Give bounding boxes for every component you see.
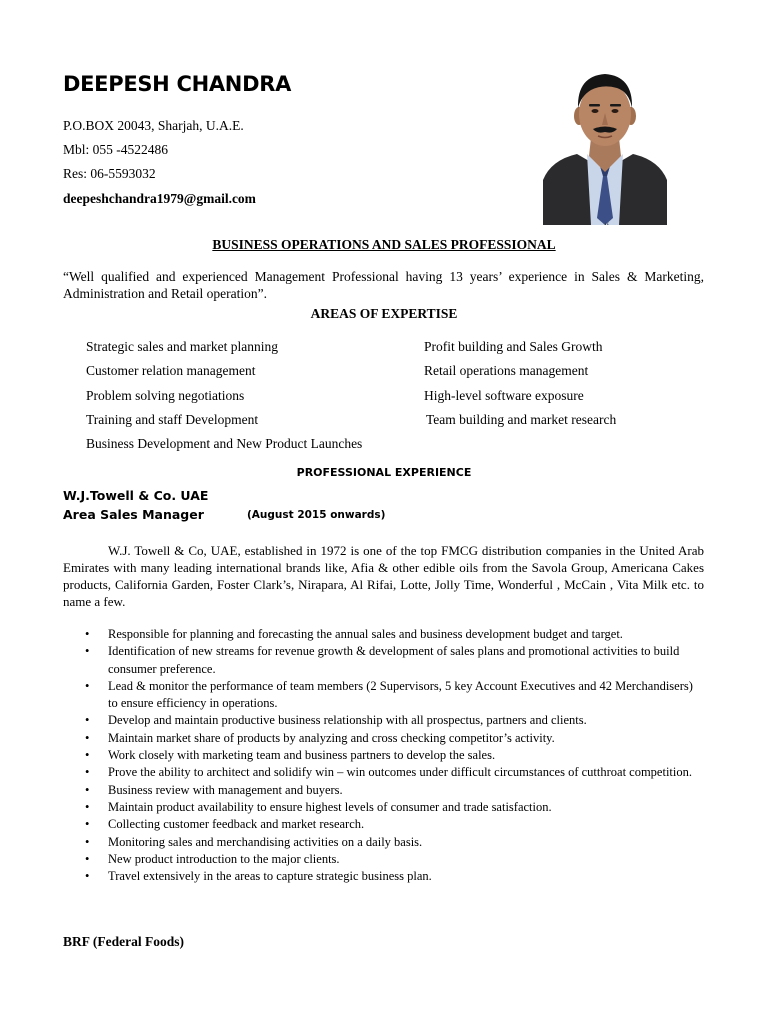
bullet-icon: • [85,765,90,780]
bullet-icon: • [85,782,90,797]
bullet-icon: • [85,678,90,693]
expertise-item: Profit building and Sales Growth [424,339,603,354]
bullet-icon: • [85,748,90,763]
list-item: • Collecting customer feedback and market research. [63,816,704,833]
expertise-item: Problem solving negotiations [86,388,245,403]
bullet-icon: • [85,817,90,832]
portrait-image [543,68,667,225]
responsibility-list [63,626,704,885]
list-item: • Prove the ability to architect and solidify win – win outcomes under difficult circumstances of cutthroat competition. [63,764,704,781]
list-item: • Maintain market share of products by analyzing and cross checking competitor’s activity. [63,730,704,747]
bullet-icon: • [85,851,90,866]
bullet-icon: • [85,834,90,849]
photo-caption-mark: ‘‘ [604,221,610,231]
next-company-heading: BRF (Federal Foods) [63,934,184,949]
job-title: Area Sales Manager [63,507,204,522]
expertise-item: Strategic sales and market planning [86,339,278,354]
experience-heading: PROFESSIONAL EXPERIENCE [296,466,472,479]
expertise-item: Customer relation management [86,363,256,378]
job-period: (August 2015 onwards) [247,509,386,521]
expertise-item: Business Development and New Product Launches [86,436,363,451]
bullet-icon: • [85,644,90,659]
bullet-icon: • [85,799,90,814]
bullet-icon: • [85,627,90,641]
list-item: • Monitoring sales and merchandising activities on a daily basis. [63,834,704,851]
bullet-icon: • [85,713,90,728]
residence-number: Res: 06-5593032 [63,166,156,181]
expertise-item: High-level software exposure [424,388,584,403]
list-item: • Responsible for planning and forecasting the annual sales and business development budget and target. [63,626,704,643]
list-item: • Lead & monitor the performance of team members (2 Supervisors, 5 key Account Executives and 42 Merchandisers) to ensure efficiency in operations. [85,678,693,711]
expertise-heading: AREAS OF EXPERTISE [310,306,458,321]
list-item: • Identification of new streams for revenue growth & development of sales plans and promotional activities to build consumer preference. [85,644,680,676]
company-name: W.J.Towell & Co. UAE [63,488,209,503]
candidate-name: DEEPESH CHANDRA [63,72,292,96]
professional-headline: BUSINESS OPERATIONS AND SALES PROFESSIONAL [212,237,556,252]
list-item: • Travel extensively in the areas to capture strategic business plan. [63,868,704,885]
expertise-item: Retail operations management [424,363,589,378]
expertise-item: Team building and market research [426,412,617,427]
bullet-icon: • [85,869,90,884]
expertise-item: Training and staff Development [86,412,259,427]
bullet-icon: • [85,730,90,745]
email-address: deepeshchandra1979@gmail.com [63,191,256,206]
company-description: W.J. Towell & Co, UAE, established in 1972 is one of the top FMCG distribution companies in the United Arab Emirates with many leading international brands like, Afia & other edible oils from the Savola Group, Americana Cakes products, California Garden, Foster Clark’s, Nirapara, Al Rifai, Lotte, Jolly Time, Wonderful , McCain , Vita Milk etc. to name a few. [63,543,704,609]
mobile-number: Mbl: 055 -4522486 [63,142,169,157]
address-line: P.O.BOX 20043, Sharjah, U.A.E. [63,118,244,133]
profile-summary: “Well qualified and experienced Management Professional having 13 years’ experience in Sales & Marketing, Administration and Retail operation”. [63,269,704,301]
list-item: • New product introduction to the major clients. [63,851,704,868]
list-item: • Business review with management and buyers. [63,782,704,799]
list-item: • Work closely with marketing team and business partners to develop the sales. [63,747,704,764]
list-item: • Maintain product availability to ensure highest levels of consumer and trade satisfaction. [63,799,704,816]
list-item: • Develop and maintain productive business relationship with all prospectus, partners and clients. [63,712,704,729]
profile-photo [543,68,667,225]
